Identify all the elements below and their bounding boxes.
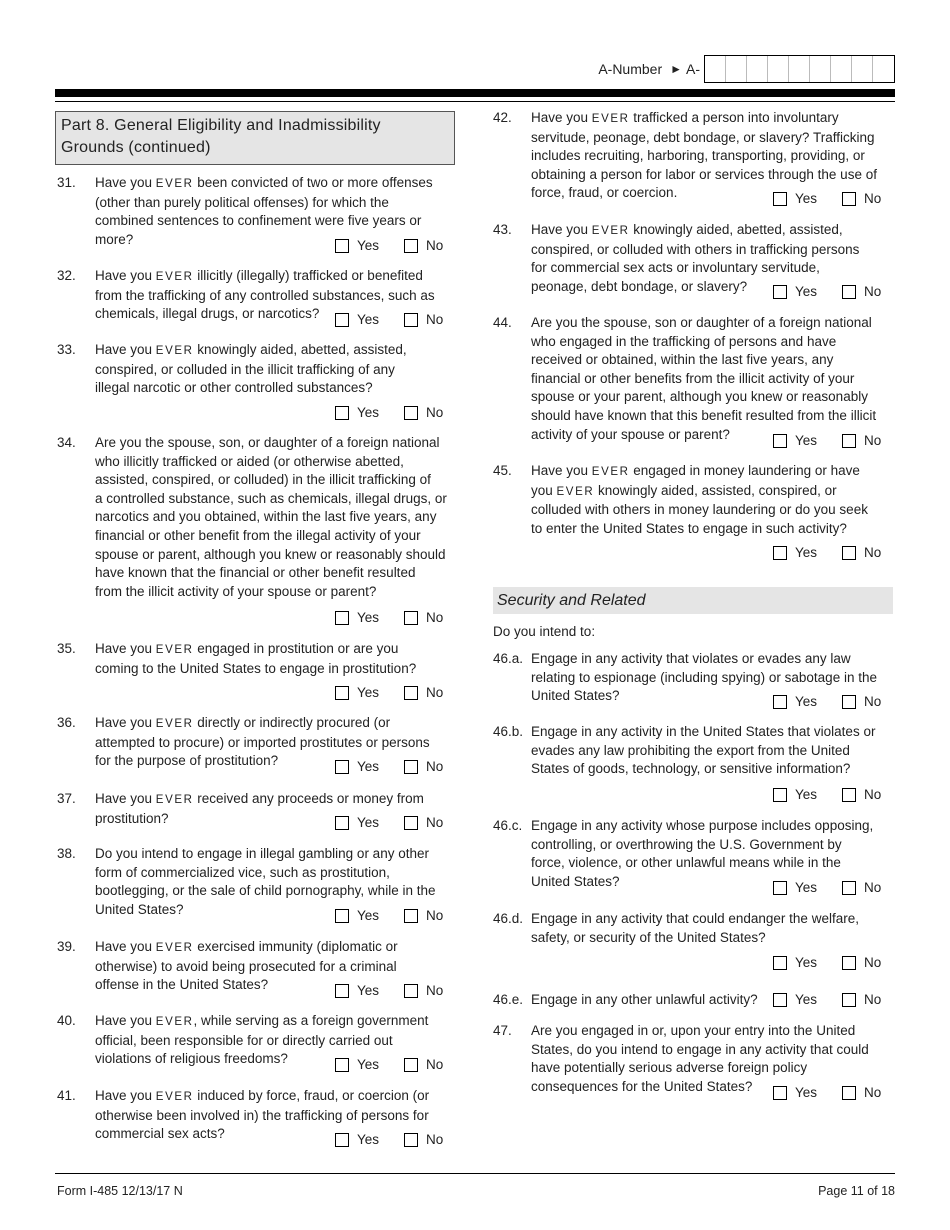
yes-checkbox[interactable] [335,686,349,700]
no-label: No [426,311,444,327]
yes-no-group [335,758,443,776]
yes-no-group [773,544,881,562]
page-number: Page 11 of 18 [818,1184,895,1198]
question-text-line: force, fraud, or coercion. [531,185,678,201]
yes-label: Yes [357,814,380,830]
question-text-line: from the trafficking of any controlled substances, such as [95,287,435,303]
question-text-line: Are you the spouse, son or daughter of a foreign national [531,315,872,330]
question-text-line: obtaining a person for labor or services through the use of [531,166,877,182]
question-text-line: conspired, or colluded in the illicit trafficking of any [95,361,395,377]
ever-emphasis: EVER [155,271,194,283]
question-number: 35. [57,641,76,656]
yes-no-group [335,1131,443,1149]
question-text-line: activity of your spouse or parent? [531,426,730,442]
question-text-line: Engage in any other unlawful activity? [531,992,758,1007]
no-checkbox[interactable] [404,686,418,700]
yes-checkbox[interactable] [335,816,349,830]
question-number: 38. [57,846,76,861]
question-text-line: bootlegging, or the sale of child pornography, while in the [95,883,436,899]
no-label: No [864,190,882,206]
yes-no-group [773,190,881,208]
question-text-line: (other than purely political offenses) for which the [95,194,389,210]
question-text-line: coming to the United States to engage in prostitution? [95,660,417,676]
question-text-line: for commercial sex acts or involuntary servitude, [531,260,820,276]
ever-emphasis: EVER [556,485,595,498]
yes-checkbox[interactable] [335,984,349,998]
no-label: No [426,684,444,700]
yes-label: Yes [357,404,380,420]
arrow-right-icon: ► [670,61,682,76]
no-checkbox[interactable] [404,909,418,923]
question-text-line: who illicitly trafficked or aided (or otherwise abetted, [95,453,404,469]
question-number: 45. [493,463,512,478]
question-text [531,462,868,538]
yes-no-group [335,404,443,422]
no-checkbox[interactable] [842,788,856,802]
question-number: 42. [493,110,512,125]
no-checkbox[interactable] [404,984,418,998]
question-text-line: narcotics and you obtained, within the last five years, any [95,509,437,525]
no-label: No [864,954,882,970]
question-number: 33. [57,342,76,357]
question-text-line: States of goods, technology, or sensitive information? [531,761,851,777]
question-text-line: who engaged in the trafficking of persons and have [531,333,837,349]
question-text-line: commercial sex acts? [95,1126,225,1142]
question-text-line: received or obtained, within the last five years, any [531,352,834,368]
ever-emphasis: EVER [155,644,194,656]
yes-label: Yes [795,190,818,206]
yes-label: Yes [795,544,818,560]
no-label: No [426,758,444,774]
yes-no-group [773,786,881,804]
yes-label: Yes [795,879,818,895]
no-label: No [426,1056,444,1072]
yes-checkbox[interactable] [335,909,349,923]
question-text [531,910,859,947]
yes-checkbox[interactable] [335,760,349,774]
question-text-line: Have you EVER illicitly (illegally) trafficked or benefited [95,268,423,283]
yes-label: Yes [795,1084,818,1100]
yes-checkbox[interactable] [773,546,787,560]
no-checkbox[interactable] [404,611,418,625]
no-label: No [864,432,882,448]
question-text-line: evades any law prohibiting the export from the United [531,742,850,758]
question-item [493,462,893,536]
yes-checkbox[interactable] [773,881,787,895]
question-text-line: force, violence, or other unlawful means while in the [531,855,841,871]
question-text-line: should have known that this benefit resulted from the illicit [531,407,877,423]
question-text [531,314,876,444]
yes-no-group [335,684,443,702]
question-text-line: official, been responsible for or directly carried out [95,1032,393,1048]
question-text-line: otherwise) to avoid being prosecuted for a criminal [95,958,397,974]
yes-no-group [773,954,881,972]
yes-no-group [335,982,443,1000]
no-label: No [864,786,882,802]
question-item [493,314,893,444]
question-text [531,991,758,1010]
no-checkbox[interactable] [842,546,856,560]
yes-no-group [773,879,881,897]
question-text-line: Have you EVER engaged in prostitution or are you [95,641,399,656]
no-label: No [426,404,444,420]
no-checkbox[interactable] [404,1058,418,1072]
yes-checkbox[interactable] [773,1086,787,1100]
yes-no-group [773,432,881,450]
no-label: No [864,544,882,560]
question-number: 39. [57,939,76,954]
question-number: 44. [493,315,512,330]
security-section-header: Security and Related [493,587,893,614]
question-text-line: to enter the United States to engage in such activity? [531,520,847,536]
no-label: No [426,237,444,253]
question-text [95,640,416,678]
question-text-line: peonage, debt bondage, or slavery? [531,278,748,294]
form-id: Form I-485 12/13/17 N [57,1184,183,1198]
question-text-line: have potentially serious adverse foreign policy [531,1060,808,1076]
yes-checkbox[interactable] [773,192,787,206]
no-checkbox[interactable] [842,434,856,448]
no-label: No [426,609,444,625]
question-text-line: Have you EVER knowingly aided, abetted, assisted, [531,222,843,237]
question-text-line: combined sentences to confinement were five years or [95,213,422,229]
yes-checkbox[interactable] [335,313,349,327]
yes-no-group [335,907,443,925]
yes-checkbox[interactable] [773,434,787,448]
question-text-line: Have you EVER directly or indirectly procured (or [95,715,391,730]
question-text-line: Engage in any activity whose purpose includes opposing, [531,818,874,833]
no-checkbox[interactable] [404,239,418,253]
yes-label: Yes [795,786,818,802]
question-text-line: Have you EVER induced by force, fraud, or coercion (or [95,1088,430,1103]
question-text-line: otherwise been involved in) the trafficking of persons for [95,1107,429,1123]
no-label: No [426,907,444,923]
yes-checkbox[interactable] [773,788,787,802]
yes-label: Yes [357,684,380,700]
ever-emphasis: EVER [155,1016,194,1028]
question-text-line: Engage in any activity that violates or evades any law [531,651,851,666]
question-text-line: United States? [95,901,184,917]
question-text-line: more? [95,231,134,247]
yes-label: Yes [357,1131,380,1147]
no-label: No [864,1084,882,1100]
yes-label: Yes [795,991,818,1007]
question-text-line: conspired, or colluded with others in trafficking persons [531,241,860,257]
ever-emphasis: EVER [155,178,194,190]
yes-label: Yes [357,311,380,327]
question-text-line: controlling, or overthrowing the U.S. Government by [531,836,842,852]
question-text [95,341,407,398]
yes-no-group [335,1056,443,1074]
question-text-line: relating to espionage (including spying) or sabotage in the [531,669,877,685]
question-text-line: spouse or your parent, although you knew or reasonably [531,389,868,405]
question-text [531,723,875,779]
question-text [531,109,877,203]
question-text-line: financial or other benefit from the illegal activity of your [95,527,421,543]
yes-checkbox[interactable] [773,285,787,299]
yes-label: Yes [795,283,818,299]
question-item [57,640,457,677]
question-text-line: Have you EVER engaged in money laundering or have [531,463,860,478]
yes-label: Yes [795,954,818,970]
question-item [57,434,457,601]
question-text-line: Have you EVER trafficked a person into involuntary [531,110,839,125]
yes-label: Yes [357,609,380,625]
ever-emphasis: EVER [155,345,194,357]
question-number: 36. [57,715,76,730]
part-header-line2: Grounds (continued) [61,139,211,156]
question-text-line: Have you EVER received any proceeds or money from [95,791,424,806]
a-number-label: A-Number [598,60,663,77]
question-number: 47. [493,1023,512,1038]
yes-no-group [335,237,443,255]
question-number: 46.c. [493,818,523,833]
question-text-line: Have you EVER been convicted of two or more offenses [95,175,433,190]
security-intro: Do you intend to: [493,624,596,639]
yes-checkbox[interactable] [335,1133,349,1147]
ever-emphasis: EVER [591,225,630,237]
question-number: 31. [57,175,76,190]
question-text-line: Are you engaged in or, upon your entry into the United [531,1023,856,1038]
no-checkbox[interactable] [842,192,856,206]
ever-emphasis: EVER [591,113,630,125]
no-label: No [864,693,882,709]
no-checkbox[interactable] [404,760,418,774]
question-text-line: chemicals, illegal drugs, or narcotics? [95,306,320,322]
question-text-line: consequences for the United States? [531,1078,753,1094]
question-number: 32. [57,268,76,283]
yes-checkbox[interactable] [335,1058,349,1072]
yes-no-group [773,283,881,301]
question-text-line: offense in the United States? [95,977,269,993]
no-label: No [426,982,444,998]
ever-emphasis: EVER [155,942,194,954]
no-checkbox[interactable] [404,406,418,420]
question-number: 46.e. [493,992,524,1007]
question-text-line: Do you intend to engage in illegal gambling or any other [95,846,429,861]
question-number: 43. [493,222,512,237]
question-text-line: Have you EVER exercised immunity (diplomatic or [95,939,398,954]
yes-label: Yes [357,758,380,774]
yes-no-group [773,1084,881,1102]
question-text-line: United States? [531,688,620,704]
question-text-line: States, do you intend to engage in any activity that could [531,1041,869,1057]
question-text-line: for the purpose of prostitution? [95,753,279,769]
question-text-line: Have you EVER, while serving as a foreign government [95,1013,429,1028]
question-text-line: you EVER knowingly aided, assisted, conspired, or [531,482,837,498]
question-text-line: Engage in any activity that could endanger the welfare, [531,911,859,926]
question-number: 41. [57,1088,76,1103]
question-text-line: United States? [531,873,620,889]
question-text-line: violations of religious freedoms? [95,1051,288,1067]
no-checkbox[interactable] [842,956,856,970]
no-label: No [426,1131,444,1147]
question-text-line: Have you EVER knowingly aided, abetted, assisted, [95,342,407,357]
yes-checkbox[interactable] [335,406,349,420]
question-number: 46.d. [493,911,524,926]
question-number: 37. [57,791,76,806]
question-text-line: financial or other benefits from the illicit activity of your [531,370,855,386]
question-text-line: from the illicit activity of your spouse or parent? [95,583,377,599]
question-text-line: attempted to procure) or imported prostitutes or persons [95,734,430,750]
ever-emphasis: EVER [155,794,194,806]
yes-checkbox[interactable] [773,695,787,709]
no-checkbox[interactable] [404,1133,418,1147]
no-checkbox[interactable] [842,881,856,895]
no-checkbox[interactable] [404,313,418,327]
yes-no-group [335,814,443,832]
yes-no-group [335,311,443,329]
question-text-line: illegal narcotic or other controlled substances? [95,380,373,396]
question-text-line: a controlled substance, such as chemicals, illegal drugs, or [95,490,447,506]
a-number-prefix: A- [686,60,700,77]
question-text-line: colluded with others in money laundering or do you seek [531,502,868,518]
question-text [95,434,447,601]
yes-checkbox[interactable] [335,611,349,625]
question-text-line: includes recruiting, harboring, transporting, providing, or [531,148,865,164]
question-number: 40. [57,1013,76,1028]
question-item [57,341,457,397]
question-number: 46.a. [493,651,524,666]
ever-emphasis: EVER [155,1091,194,1103]
yes-label: Yes [357,237,380,253]
question-text-line: assisted, conspired, or colluded) in the illicit trafficking of [95,472,431,488]
yes-checkbox[interactable] [335,239,349,253]
question-item [493,723,893,779]
question-text-line: Are you the spouse, son, or daughter of a foreign national [95,435,440,450]
no-checkbox[interactable] [404,816,418,830]
question-text-line: have known that the financial or other benefit resulted [95,565,416,581]
question-number: 34. [57,435,76,450]
no-checkbox[interactable] [842,1086,856,1100]
part-header-line1: Part 8. General Eligibility and Inadmissibility [61,117,381,134]
question-text-line: Engage in any activity in the United States that violates or [531,724,876,739]
no-checkbox[interactable] [842,695,856,709]
no-label: No [426,814,444,830]
yes-label: Yes [357,1056,380,1072]
yes-no-group [335,609,443,627]
yes-checkbox[interactable] [773,993,787,1007]
question-number: 46.b. [493,724,524,739]
question-text-line: servitude, peonage, debt bondage, or slavery? Trafficking [531,129,875,145]
ever-emphasis: EVER [155,718,194,730]
no-checkbox[interactable] [842,993,856,1007]
question-item [493,910,893,947]
yes-no-group [773,693,881,711]
yes-label: Yes [795,693,818,709]
no-label: No [864,991,882,1007]
question-text-line: form of commercialized vice, such as prostitution, [95,864,390,880]
question-text-line: safety, or security of the United States? [531,929,766,945]
yes-label: Yes [357,907,380,923]
question-text-line: prostitution? [95,810,169,826]
footer-rule [55,1173,895,1174]
no-label: No [864,283,882,299]
question-item [493,109,893,202]
yes-no-group [773,991,881,1009]
no-label: No [864,879,882,895]
ever-emphasis: EVER [591,466,630,478]
question-text-line: spouse or parent, although you knew or reasonably should [95,546,446,562]
no-checkbox[interactable] [842,285,856,299]
yes-checkbox[interactable] [773,956,787,970]
yes-label: Yes [795,432,818,448]
yes-label: Yes [357,982,380,998]
